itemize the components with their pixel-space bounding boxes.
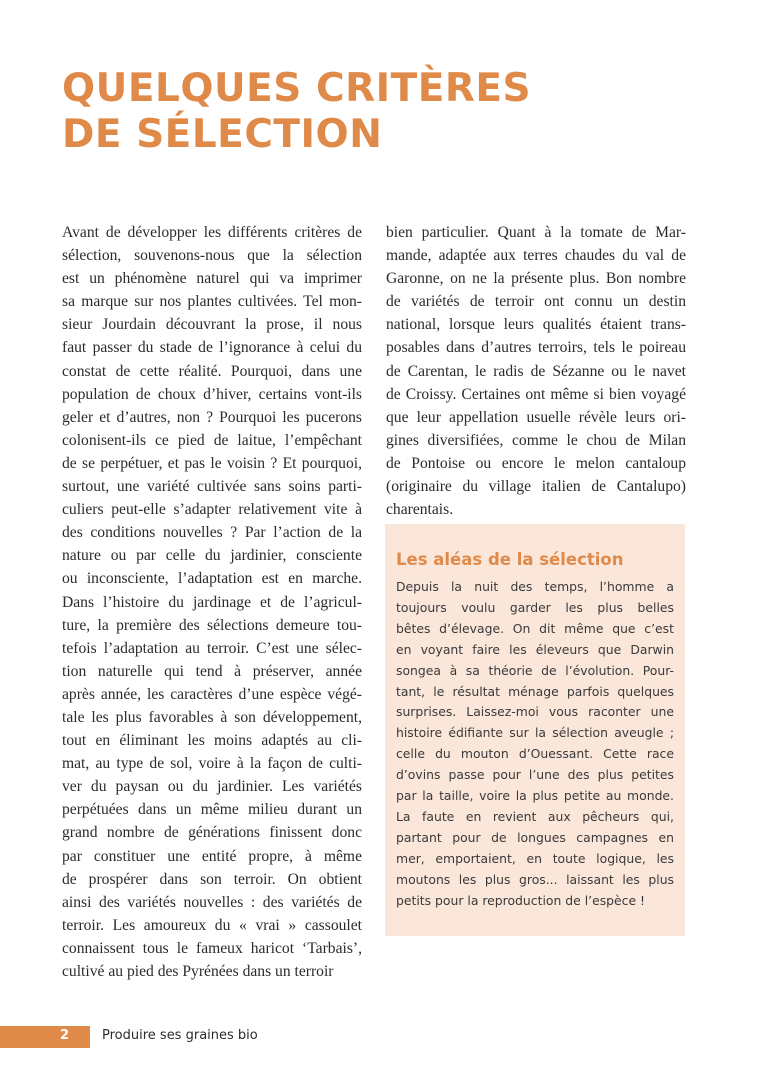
text-line: culiers peut-elle s’adapter relativement vite à [62,501,362,519]
text-line: national, lorsque leurs qualités étaient trans- [386,316,686,334]
text-line: des conditions nouvelles ? Par l’action de la [62,524,362,542]
text-line: par constituer une entité propre, à même [62,847,362,865]
text-line: mer, emportaient, en toute logique, les [396,850,674,866]
text-line: tale les plus favorables à son développement, [62,708,362,726]
right-column-text [386,221,686,521]
text-line: posables dans d’autres terroirs, tels le poireau [386,339,686,357]
text-line: colonisent-ils ce pied de laitue, l’empêchant [62,431,362,449]
text-line: moutons les plus gros... laissant les plus [396,871,674,887]
text-line: tion naturelle qui tend à préserver, année [62,662,362,680]
sidebar-title: Les aléas de la sélection [396,550,624,569]
text-line: tant, le résultat ménage parfois quelques [396,683,674,699]
text-line: cultivé au pied des Pyrénées dans un terroir [62,963,334,980]
text-line: grand nombre de générations finissent donc [62,824,362,842]
text-line: sélection, souvenons-nous que la sélection [62,247,362,265]
text-line: perpétuées dans un même milieu durant un [62,801,362,819]
page-title [62,66,582,158]
text-line: que leur appellation usuelle révèle leurs ori- [386,408,686,426]
text-line: (originaire du village italien de Cantalupo) [386,478,686,496]
text-line: terroir. Les amoureux du « vrai » cassoulet [62,916,362,934]
text-line: mat, au type de sol, voire à la façon de culti- [62,755,362,773]
text-line: de se perpétuer, et pas le voisin ? Et pourquoi, [62,454,362,472]
page-title-line: DE SÉLECTION [62,112,383,157]
text-line: petits pour la reproduction de l’espèce ! [396,892,645,908]
text-line: surtout, une variété cultivée sans soins parti- [62,478,362,496]
text-line: gines diversifiées, comme le chou de Milan [386,431,686,449]
text-line: ture, la première des sélections demeure tou- [62,616,362,634]
text-line: sa marque sur nos plantes cultivées. Tel mon- [62,293,362,311]
footer-page-bar [0,1026,90,1048]
text-line: charentais. [386,501,454,519]
text-line: toujours voulu garder les plus belles [396,599,674,615]
text-line: d’ovins passe pour l’une des plus petites [396,767,674,783]
left-column-text [62,221,362,983]
text-line: constat de cette réalité. Pourquoi, dans une [62,362,362,380]
text-line: de Pontoise ou encore le melon cantaloup [386,454,686,472]
footer-book-title: Produire ses graines bio [102,1028,258,1043]
text-line: Dans l’histoire du jardinage et de l’agricul- [62,593,362,611]
text-line: est un phénomène naturel qui va imprimer [62,270,362,288]
text-line: La faute en revient aux pêcheurs qui, [396,808,674,824]
text-line: population de choux d’hiver, certains vont-ils [62,385,362,403]
text-line: geler et d’autres, non ? Pourquoi les pucerons [62,408,362,426]
text-line: faut passer du stade de l’ignorance à celui du [62,339,362,357]
text-line: bêtes d’élevage. On dit même que c’est [396,620,674,636]
page-number: 2 [59,1028,69,1043]
text-line: mande, adaptée aux terres chaudes du val de [386,247,686,265]
text-line: par la taille, voire la plus petite au monde. [396,788,674,804]
text-line: songea à sa théorie de l’évolution. Pour- [396,662,674,678]
text-line: de variétés de terroir ont connu un destin [386,293,686,311]
page-title-line: QUELQUES CRITÈRES [62,66,532,111]
text-line: ainsi des variétés nouvelles : des variétés de [62,893,362,911]
text-line: tefois l’adaptation au terroir. C’est une sélec- [62,639,362,657]
text-line: celle du mouton d’Ouessant. Cette race [396,746,674,762]
sidebar-box [385,524,685,936]
text-line: en voyant faire les éleveurs que Darwin [396,641,674,657]
text-line: ver du paysan ou du jardinier. Les variétés [62,778,362,796]
text-line: sieur Jourdain découvrant la prose, il nous [62,316,362,334]
text-line: ou inconsciente, l’adaptation est en marche. [62,570,362,588]
text-line: de Carentan, le radis de Sézanne ou le navet [386,362,686,380]
text-line: tout en éliminant les moins adaptés au cli- [62,732,362,750]
text-line: nature ou par celle du jardinier, consciente [62,547,362,565]
text-line: connaissent tous le fameux haricot ‘Tarbais’, [62,939,362,957]
text-line: bien particulier. Quant à la tomate de Mar- [386,224,686,241]
text-line: partant pour de longues campagnes en [396,829,674,845]
text-line: Avant de développer les différents critères de [62,224,362,241]
text-line: après année, les caractères d’une espèce végé- [62,685,362,703]
text-line: Depuis la nuit des temps, l’homme a [396,579,674,594]
text-line: de prospérer dans son terroir. On obtient [62,870,362,888]
text-line: Garonne, on ne la présente plus. Bon nombre [386,270,686,288]
sidebar-body [396,577,674,912]
text-line: surprises. Laissez-moi vous raconter une [396,704,674,720]
text-line: histoire édifiante sur la sélection aveugle ; [396,725,674,741]
text-line: de Croissy. Certaines ont même si bien voyagé [386,385,686,403]
